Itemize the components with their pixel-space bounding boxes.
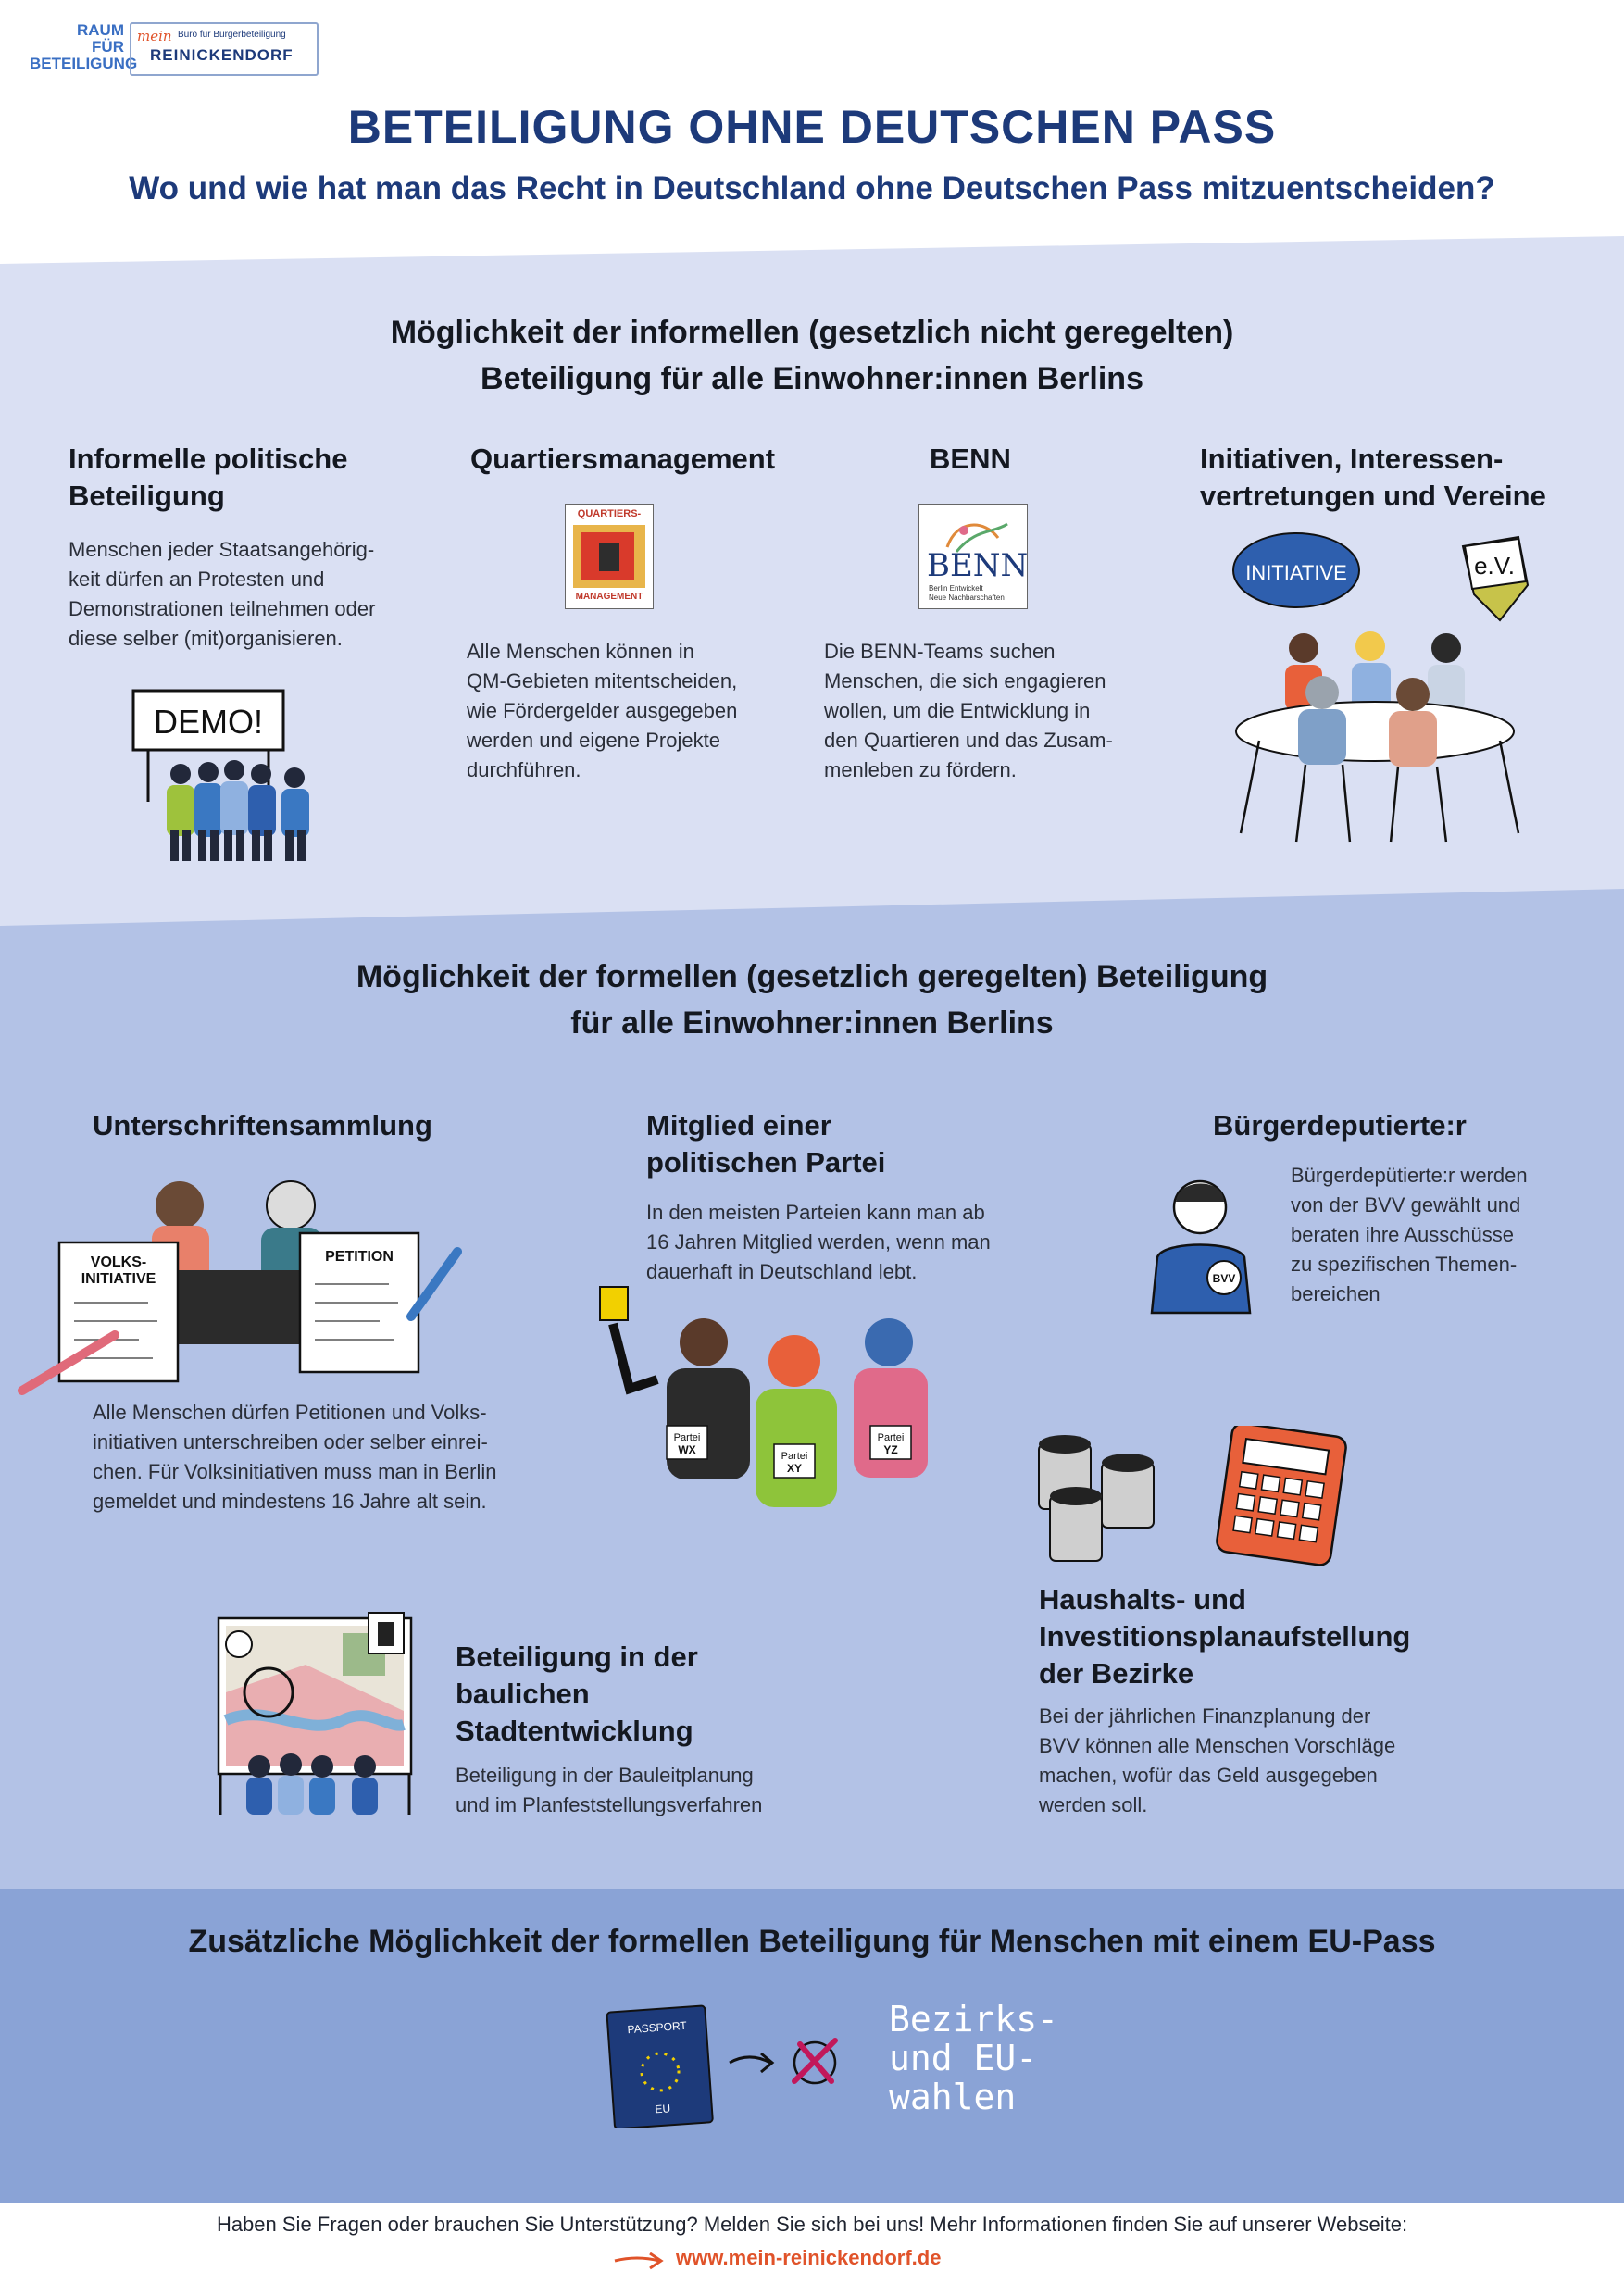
formal-title-line1: Möglichkeit der formellen (gesetzlich geregelten) Beteiligung bbox=[356, 959, 1268, 994]
informal-title-line2: Beteiligung für alle Einwohner:innen Berlins bbox=[481, 361, 1143, 396]
calculator-icon bbox=[1216, 1426, 1347, 1566]
baulich-title bbox=[456, 1639, 698, 1750]
text-line: In den meisten Parteien kann man ab bbox=[646, 1201, 985, 1224]
benn-logo-text: BENN bbox=[927, 547, 1029, 584]
coins-icon bbox=[1039, 1435, 1154, 1561]
formal-section-title bbox=[0, 954, 1624, 1046]
badge1-line2: WX bbox=[678, 1443, 696, 1456]
demo-sign-text: DEMO! bbox=[153, 703, 264, 741]
buergerdeputierte-title: Bürgerdeputierte:r bbox=[1213, 1109, 1467, 1142]
formal-title-line2: für alle Einwohner:innen Berlins bbox=[570, 1005, 1054, 1041]
baulich-title-line3: Stadtentwicklung bbox=[456, 1715, 693, 1747]
eu-section-title: Zusätzliche Möglichkeit der formellen Beteiligung für Menschen mit einem EU-Pass bbox=[188, 1924, 1436, 1959]
page-title: BETEILIGUNG OHNE DEUTSCHEN PASS bbox=[347, 101, 1277, 153]
passport-top-text: PASSPORT bbox=[627, 2018, 688, 2037]
initiativen-title-line1: Initiativen, Interessen- bbox=[1200, 443, 1504, 475]
page-subtitle: Wo und wie hat man das Recht in Deutschland ohne Deutschen Pass mitzuentscheiden? bbox=[129, 170, 1495, 206]
text-line: zu spezifischen Themen- bbox=[1291, 1253, 1518, 1276]
eu-handwritten bbox=[889, 2000, 1058, 2116]
unterschriften-title: Unterschriftensammlung bbox=[93, 1109, 432, 1142]
informal-title-line1: Möglichkeit der informellen (gesetzlich nicht geregelten) bbox=[390, 315, 1234, 350]
text-line: wollen, um die Entwicklung in bbox=[824, 699, 1091, 722]
text-line: werden und eigene Projekte bbox=[467, 729, 720, 752]
signature-collection-illustration bbox=[13, 1168, 476, 1400]
text-line: Bei der jährlichen Finanzplanung der bbox=[1039, 1704, 1371, 1728]
benn-title: BENN bbox=[930, 443, 1011, 475]
initiativen-title-line2: vertretungen und Vereine bbox=[1200, 480, 1546, 512]
raum-logo bbox=[30, 21, 138, 72]
qm-text bbox=[467, 637, 737, 785]
text-line: diese selber (mit)organisieren. bbox=[69, 627, 343, 650]
passport-bottom-text: EU bbox=[654, 2102, 671, 2116]
text-line: chen. Für Volksinitiativen muss man in Berlin bbox=[93, 1460, 497, 1483]
partei-title bbox=[646, 1107, 885, 1181]
partei-title-line2: politischen Partei bbox=[646, 1146, 886, 1179]
badge2-line1: Partei bbox=[781, 1451, 808, 1462]
unterschriften-text bbox=[93, 1398, 497, 1516]
badge2-line2: XY bbox=[786, 1462, 803, 1475]
initiative-bubble-text: INITIATIVE bbox=[1245, 561, 1347, 584]
partei-title-line1: Mitglied einer bbox=[646, 1109, 831, 1142]
text-line: machen, wofür das Geld ausgegeben bbox=[1039, 1764, 1378, 1787]
deputy-illustration bbox=[1144, 1165, 1255, 1322]
benn-logo bbox=[918, 504, 1028, 609]
informal-political-title-line1: Informelle politische bbox=[69, 443, 348, 475]
raum-logo-line2: FÜR bbox=[92, 38, 124, 56]
text-line: Demonstrationen teilnehmen oder bbox=[69, 597, 376, 620]
arrow-right-icon bbox=[611, 2250, 667, 2272]
informal-political-text bbox=[69, 535, 375, 654]
ev-tag-text: e.V. bbox=[1474, 552, 1515, 580]
text-line: durchführen. bbox=[467, 758, 581, 781]
text-line: initiativen unterschreiben oder selber einrei- bbox=[93, 1430, 488, 1454]
initiativen-title bbox=[1200, 441, 1546, 515]
haushalt-title-line1: Haushalts- und bbox=[1039, 1583, 1246, 1616]
text-line: Beteiligung in der Bauleitplanung bbox=[456, 1764, 754, 1787]
text-line: bereichen bbox=[1291, 1282, 1380, 1305]
text-line: von der BVV gewählt und bbox=[1291, 1193, 1521, 1217]
party-members-illustration bbox=[593, 1278, 944, 1518]
passport-icon bbox=[606, 2005, 713, 2128]
text-line: BVV können alle Menschen Vorschläge bbox=[1039, 1734, 1396, 1757]
text-line: und im Planfeststellungsverfahren bbox=[456, 1793, 763, 1816]
urban-planning-illustration bbox=[213, 1609, 417, 1818]
baulich-title-line2: baulichen bbox=[456, 1678, 590, 1710]
website-link[interactable]: www.mein-reinickendorf.de bbox=[676, 2246, 942, 2269]
demo-illustration bbox=[130, 681, 324, 867]
text-line: wie Fördergelder ausgegeben bbox=[467, 699, 738, 722]
badge3-line2: YZ bbox=[883, 1443, 898, 1456]
informal-political-title bbox=[69, 441, 347, 515]
footer-text: Haben Sie Fragen oder brauchen Sie Unterstützung? Melden Sie sich bei uns! Mehr Informationen finden Sie auf unserer Webseite: bbox=[216, 2213, 1408, 2236]
informal-section-title bbox=[0, 309, 1624, 402]
benn-text bbox=[824, 637, 1113, 785]
baulich-title-line1: Beteiligung in der bbox=[456, 1641, 698, 1673]
informal-political-title-line2: Beteiligung bbox=[69, 480, 225, 512]
board-right: PETITION bbox=[325, 1249, 394, 1265]
qm-logo-bottom: MANAGEMENT bbox=[575, 592, 643, 602]
baulich-text bbox=[456, 1761, 762, 1820]
text-line: Alle Menschen können in bbox=[467, 640, 694, 663]
text-line: 16 Jahren Mitglied werden, wenn man bbox=[646, 1230, 991, 1254]
benn-logo-sub1: Berlin Entwickelt bbox=[929, 584, 983, 593]
haushalt-title-line2: Investitionsplanaufstellung bbox=[1039, 1620, 1411, 1653]
bvv-badge-text: BVV bbox=[1212, 1272, 1236, 1285]
haushalt-title-line3: der Bezirke bbox=[1039, 1657, 1194, 1690]
eu-hand-line3: wahlen bbox=[889, 2077, 1017, 2117]
text-line: Menschen jeder Staatsangehörig- bbox=[69, 538, 375, 561]
eu-hand-line2: und EU- bbox=[889, 2038, 1038, 2078]
buergerdeputierte-text bbox=[1291, 1161, 1528, 1309]
qm-title: Quartiersmanagement bbox=[470, 443, 776, 475]
logo-buero: Büro für Bürgerbeteiligung bbox=[178, 30, 286, 40]
text-line: Die BENN-Teams suchen bbox=[824, 640, 1056, 663]
logo-mein: mein bbox=[137, 28, 172, 44]
text-line: Menschen, die sich engagieren bbox=[824, 669, 1106, 693]
text-line: werden soll. bbox=[1039, 1793, 1148, 1816]
lightbulb-icon bbox=[226, 1631, 252, 1657]
badge3-line1: Partei bbox=[877, 1432, 905, 1443]
yellow-card-icon bbox=[600, 1287, 628, 1320]
text-line: beraten ihre Ausschüsse bbox=[1291, 1223, 1514, 1246]
qm-logo bbox=[565, 504, 654, 609]
text-line: den Quartieren und das Zusam- bbox=[824, 729, 1113, 752]
badge1-line1: Partei bbox=[673, 1432, 701, 1443]
raum-logo-line3: BETEILIGUNG bbox=[30, 55, 138, 72]
text-line: QM-Gebieten mitentscheiden, bbox=[467, 669, 738, 693]
mein-reinickendorf-logo bbox=[130, 22, 319, 76]
text-line: gemeldet und mindestens 16 Jahre alt sein. bbox=[93, 1490, 487, 1513]
qm-logo-top: QUARTIERS- bbox=[577, 508, 642, 519]
eu-hand-line1: Bezirks- bbox=[889, 1999, 1059, 2040]
board-left-line2: INITIATIVE bbox=[81, 1271, 156, 1287]
logo-name: REINICKENDORF bbox=[150, 46, 294, 64]
benn-logo-sub2: Neue Nachbarschaften bbox=[929, 593, 1005, 602]
meeting-figures bbox=[1236, 631, 1518, 842]
initiativen-illustration bbox=[1231, 528, 1565, 852]
raum-logo-line1: RAUM bbox=[77, 21, 124, 39]
budget-illustration bbox=[1033, 1426, 1348, 1574]
haushalt-text bbox=[1039, 1702, 1395, 1820]
citizen-figures bbox=[246, 1753, 378, 1815]
board-left-line1: VOLKS- bbox=[90, 1254, 147, 1270]
text-line: Bürgerdepütierte:r werden bbox=[1291, 1164, 1528, 1187]
text-line: menleben zu fördern. bbox=[824, 758, 1017, 781]
partei-text bbox=[646, 1198, 991, 1287]
haushalt-title bbox=[1039, 1581, 1410, 1692]
text-line: dauerhaft in Deutschland lebt. bbox=[646, 1260, 918, 1283]
text-line: keit dürfen an Protesten und bbox=[69, 568, 325, 591]
text-line: Alle Menschen dürfen Petitionen und Volks- bbox=[93, 1401, 487, 1424]
arrow-icon bbox=[730, 2053, 772, 2072]
protester-figures bbox=[167, 760, 309, 861]
qm-logo-graphic bbox=[573, 525, 645, 588]
